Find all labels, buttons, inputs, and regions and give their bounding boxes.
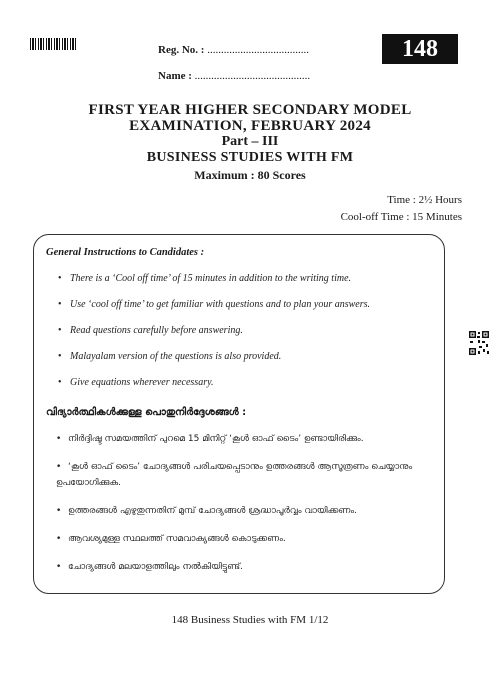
reg-no-label: Reg. No. : [158, 44, 205, 56]
qr-code-icon [468, 330, 490, 356]
malayalam-instructions-heading: വിദ്യാർത്ഥികൾക്കുള്ള പൊതുനിർദ്ദേശങ്ങൾ : [46, 407, 247, 418]
exam-part: Part – III [221, 134, 279, 149]
instruction-item: • Give equations wherever necessary. [58, 377, 214, 388]
malayalam-instruction-item: • നിർദ്ദിഷ്ട സമയത്തിന് പുറമെ 15 മിനിറ്റ് ‘കൂൾ ഓഫ് ടൈം’ ഉണ്ടായിരിക്കും. [56, 434, 364, 444]
instruction-item: • There is a ‘Cool off time’ of 15 minutes in addition to the writing time. [58, 273, 352, 284]
name-dots: .......................................... [194, 70, 311, 82]
reg-no-field [158, 44, 309, 56]
barcode [30, 38, 78, 50]
instructions-heading: General Instructions to Candidates : [46, 247, 205, 258]
paper-code-badge: 148 [382, 34, 458, 64]
malayalam-instruction-item: • ചോദ്യങ്ങൾ മലയാളത്തിലും നൽകിയിട്ടുണ്ട്. [56, 562, 243, 572]
page-footer: 148 Business Studies with FM 1/12 [171, 614, 329, 626]
exam-time: Time : 2½ Hours [387, 194, 462, 206]
malayalam-instruction-item: • ആവശ്യമുള്ള സ്ഥലത്ത് സമവാക്യങ്ങൾ കൊടുക്കണം. [56, 534, 286, 544]
instruction-item: • Read questions carefully before answering. [58, 325, 243, 336]
reg-no-dots: ..................................... [207, 44, 309, 56]
instruction-item: • Malayalam version of the questions is also provided. [58, 351, 282, 362]
name-label: Name : [158, 70, 192, 82]
max-scores: Maximum : 80 Scores [194, 168, 306, 182]
exam-title-line2: EXAMINATION, FEBRUARY 2024 [129, 118, 371, 134]
malayalam-instruction-item: • ‘കൂൾ ഓഫ് ടൈം’ ചോദ്യങ്ങൾ പരിചയപ്പെടാനും ഉത്തരങ്ങൾ ആസൂത്രണം ചെയ്യാനും ഉപയോഗിക്കുക. [56, 462, 413, 488]
malayalam-instruction-item: • ഉത്തരങ്ങൾ എഴുതുന്നതിന് മുമ്പ് ചോദ്യങ്ങൾ ശ്രദ്ധാപൂർവ്വം വായിക്കണം. [56, 506, 357, 516]
exam-title-line1: FIRST YEAR HIGHER SECONDARY MODEL [88, 102, 412, 118]
instructions-box [33, 234, 445, 594]
instruction-item: • Use ‘cool off time’ to get familiar with questions and to plan your answers. [58, 299, 370, 310]
name-field [158, 70, 310, 82]
exam-title-block [0, 102, 500, 184]
exam-subject: BUSINESS STUDIES WITH FM [146, 150, 354, 165]
cool-off-time: Cool-off Time : 15 Minutes [340, 211, 462, 223]
